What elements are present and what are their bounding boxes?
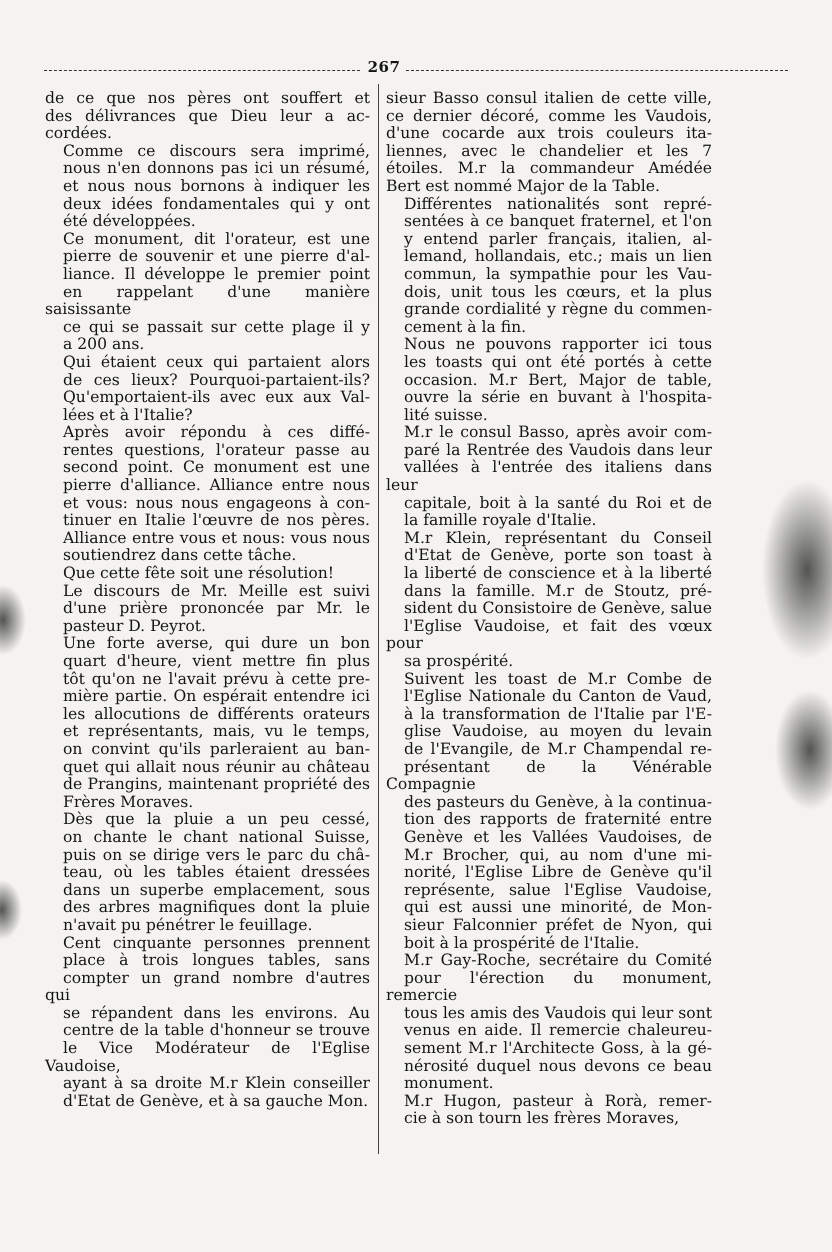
- text-line: compter un grand nombre d'autres qui: [45, 968, 370, 1005]
- paragraph: [45, 90, 370, 143]
- paragraph: [386, 671, 712, 953]
- text-line: ce qui se passait sur cette plage il y: [63, 317, 370, 336]
- right-column: [386, 90, 712, 1128]
- text-line: l'Eglise Nationale du Canton de Vaud,: [404, 687, 712, 706]
- text-line: dois, unit tous les cœurs, et la plus: [404, 282, 712, 301]
- text-line: cie à son tourn les frères Moraves,: [404, 1109, 680, 1128]
- text-line: des arbres magnifiques dont la pluie: [63, 898, 370, 917]
- text-line: paré la Rentrée des Vaudois dans leur: [404, 440, 712, 459]
- text-line: Genève et les Vallées Vaudoises, de: [404, 827, 712, 846]
- text-line: place à trois longues tables, sans: [63, 951, 370, 970]
- text-line: pasteur D. Peyrot.: [63, 616, 206, 635]
- text-line: le Vice Modérateur de l'Eglise Vaudoise,: [45, 1039, 370, 1075]
- text-line: Dès que la pluie a un peu cessé,: [63, 810, 370, 829]
- text-line: étoiles. M.r la commandeur Amédée: [386, 159, 712, 178]
- text-line: sa prospérité.: [404, 652, 514, 670]
- text-line: les toasts qui ont été portés à cette: [404, 352, 712, 371]
- text-line: Ce monument, dit l'orateur, est une: [63, 229, 370, 248]
- text-line: teau, où les tables étaient dressées: [63, 863, 370, 882]
- text-line: d'Etat de Genève, et à sa gauche Mon.: [63, 1091, 369, 1110]
- text-line: représente, salue l'Eglise Vaudoise,: [404, 880, 712, 899]
- text-line: grande cordialité y règne du commen-: [404, 300, 712, 319]
- text-line: Suivent les toast de M.r Combe de: [404, 669, 712, 688]
- text-line: nous n'en donnons pas ici un résumé,: [63, 159, 370, 178]
- header-rule-left: [44, 70, 360, 71]
- text-line: quet qui allait nous réunir au château: [63, 757, 370, 776]
- text-line: lité suisse.: [404, 405, 488, 424]
- text-line: cordées.: [45, 124, 112, 143]
- text-line: on convint qu'ils parleraient au ban-: [63, 739, 370, 758]
- paragraph: [386, 336, 712, 424]
- text-line: mière partie. On espérait entendre ici: [63, 687, 370, 706]
- text-line: d'une prière prononcée par Mr. le: [63, 599, 370, 618]
- text-line: glise Vaudoise, au moyen du levain: [404, 722, 712, 741]
- header-rule-right: [406, 70, 788, 71]
- text-line: commun, la sympathie pour les Vau-: [404, 264, 712, 283]
- text-line: pierre de souvenir et une pierre d'al-: [63, 247, 370, 266]
- text-line: sieur Falconnier préfet de Nyon, qui: [404, 915, 712, 934]
- text-line: ouvre la série en buvant à l'hospita-: [404, 388, 712, 407]
- text-line: d'Etat de Genève, porte son toast à: [404, 546, 712, 565]
- text-line: nérosité duquel nous devons ce beau: [404, 1056, 712, 1075]
- paragraph: [386, 196, 712, 337]
- text-line: se répandent dans les environs. Au: [63, 1003, 370, 1022]
- text-line: tinuer en Italie l'œuvre de nos pères.: [63, 511, 370, 530]
- text-line: deux idées fondamentales qui y ont: [63, 194, 370, 213]
- paragraph: [45, 143, 370, 231]
- text-line: d'une cocarde aux trois couleurs ita-: [386, 124, 712, 143]
- page-number: 267: [367, 58, 401, 76]
- paragraph: [45, 583, 370, 636]
- text-line: sieur Basso consul italien de cette ville,: [386, 89, 712, 107]
- left-column: [45, 90, 370, 1110]
- text-line: sement M.r l'Architecte Goss, à la gé-: [404, 1039, 712, 1058]
- text-line: de ces lieux? Pourquoi-partaient-ils?: [63, 370, 370, 389]
- text-line: et représentants, mais, vu le temps,: [63, 722, 370, 741]
- text-line: occasion. M.r Bert, Major de table,: [404, 370, 712, 389]
- text-line: qui est aussi une minorité, de Mon-: [404, 898, 712, 917]
- text-line: cement à la fin.: [404, 317, 527, 336]
- text-line: tous les amis des Vaudois qui leur sont: [404, 1003, 712, 1022]
- paragraph: [386, 424, 712, 530]
- text-line: Alliance entre vous et nous: vous nous: [63, 528, 370, 547]
- text-line: Après avoir répondu à ces diffé-: [63, 423, 370, 442]
- text-line: n'avait pu pénétrer le feuillage.: [63, 915, 313, 934]
- text-line: de Prangins, maintenant propriété des: [63, 775, 370, 794]
- text-line: Nous ne pouvons rapporter ici tous: [404, 335, 712, 354]
- text-line: Une forte averse, qui dure un bon: [63, 634, 370, 653]
- ink-smudge: [762, 480, 832, 660]
- text-line: lées et à l'Italie?: [63, 405, 193, 424]
- text-line: capitale, boit à la santé du Roi et de: [404, 493, 712, 512]
- text-line: été développées.: [63, 212, 196, 231]
- text-line: l'Eglise Vaudoise, et fait des vœux pour: [386, 616, 712, 653]
- text-line: pour l'érection du monument, remercie: [386, 968, 712, 1005]
- paragraph: [45, 354, 370, 424]
- text-line: Le discours de Mr. Meille est suivi: [63, 581, 370, 600]
- paragraph: [386, 530, 712, 671]
- text-line: Qui étaient ceux qui partaient alors: [63, 352, 370, 371]
- text-line: lemand, hollandais, etc.; mais un lien: [404, 247, 712, 266]
- text-line: ayant à sa droite M.r Klein conseiller: [63, 1074, 370, 1093]
- paragraph: [45, 935, 370, 1111]
- paragraph: [386, 90, 712, 196]
- text-line: soutiendrez dans cette tâche.: [63, 546, 297, 565]
- text-line: vallées à l'entrée des italiens dans leur: [386, 458, 712, 495]
- page-header: [44, 56, 788, 82]
- text-line: dans un superbe emplacement, sous: [63, 880, 370, 899]
- text-line: Comme ce discours sera imprimé,: [63, 141, 370, 160]
- text-line: on chante le chant national Suisse,: [63, 827, 370, 846]
- paragraph: [386, 1093, 712, 1128]
- text-line: des pasteurs du Genève, à la continua-: [404, 792, 712, 811]
- text-line: liance. Il développe le premier point: [63, 264, 370, 283]
- text-line: M.r Klein, représentant du Conseil: [404, 528, 712, 547]
- text-line: la famille royale d'Italie.: [404, 511, 597, 530]
- text-line: M.r Gay-Roche, secrétaire du Comité: [404, 951, 712, 970]
- text-line: second point. Ce monument est une: [63, 458, 370, 477]
- text-line: en rappelant d'une manière saisissante: [45, 282, 370, 319]
- text-line: Que cette fête soit une résolution!: [63, 564, 335, 583]
- ink-smudge: [0, 585, 26, 655]
- text-line: tion des rapports de fraternité entre: [404, 810, 712, 829]
- text-line: puis on se dirige vers le parc du châ-: [63, 845, 370, 864]
- text-line: de ce que nos pères ont souffert et: [45, 89, 370, 107]
- text-line: Différentes nationalités sont repré-: [404, 194, 712, 213]
- text-line: pierre d'alliance. Alliance entre nous: [63, 476, 370, 495]
- text-line: ce dernier décoré, comme les Vaudois,: [386, 106, 712, 125]
- text-line: liennes, avec le chandelier et les 7: [386, 141, 712, 160]
- paragraph: [386, 952, 712, 1093]
- text-line: a 200 ans.: [63, 335, 145, 354]
- text-line: M.r le consul Basso, après avoir com-: [404, 423, 712, 442]
- text-line: des délivrances que Dieu leur a ac-: [45, 106, 370, 125]
- paragraph: [45, 565, 370, 583]
- ink-smudge: [775, 690, 832, 810]
- text-line: monument.: [404, 1074, 494, 1093]
- text-line: M.r Brocher, qui, au nom d'une mi-: [404, 845, 712, 864]
- text-line: dans la famille. M.r de Stoutz, pré-: [404, 581, 712, 600]
- text-line: et vous: nous nous engageons à con-: [63, 493, 370, 512]
- text-line: les allocutions de différents orateurs: [63, 704, 370, 723]
- text-line: Bert est nommé Major de la Table.: [386, 176, 660, 195]
- text-line: sentées à ce banquet fraternel, et l'on: [404, 212, 712, 231]
- paragraph: [45, 811, 370, 934]
- paragraph: [45, 635, 370, 811]
- text-line: Frères Moraves.: [63, 792, 194, 811]
- text-line: boit à la prospérité de l'Italie.: [404, 933, 640, 952]
- text-line: Cent cinquante personnes prennent: [63, 933, 370, 952]
- text-line: norité, l'Eglise Libre de Genève qu'il: [404, 863, 712, 882]
- text-line: M.r Hugon, pasteur à Rorà, remer-: [404, 1091, 712, 1110]
- text-line: rentes questions, l'orateur passe au: [63, 440, 370, 459]
- text-line: la liberté de conscience et à la liberté: [404, 564, 712, 583]
- text-line: y entend parler français, italien, al-: [404, 229, 712, 248]
- text-line: quart d'heure, vient mettre fin plus: [63, 652, 370, 670]
- text-line: et nous nous bornons à indiquer les: [63, 176, 370, 195]
- text-line: tôt qu'on ne l'avait prévu à cette pre-: [63, 669, 370, 688]
- column-divider: [378, 84, 379, 1154]
- text-line: présentant de la Vénérable Compagnie: [386, 757, 712, 794]
- text-line: sident du Consistoire de Genève, salue: [404, 599, 712, 618]
- text-line: venus en aide. Il remercie chaleureu-: [404, 1021, 712, 1040]
- text-line: Qu'emportaient-ils avec eux aux Val-: [63, 388, 370, 407]
- paragraph: [45, 424, 370, 565]
- text-line: centre de la table d'honneur se trouve: [63, 1021, 370, 1040]
- paragraph: [45, 231, 370, 354]
- text-line: de l'Evangile, de M.r Champendal re-: [404, 739, 712, 758]
- ink-smudge: [0, 880, 22, 940]
- text-line: à la transformation de l'Italie par l'E-: [404, 704, 712, 723]
